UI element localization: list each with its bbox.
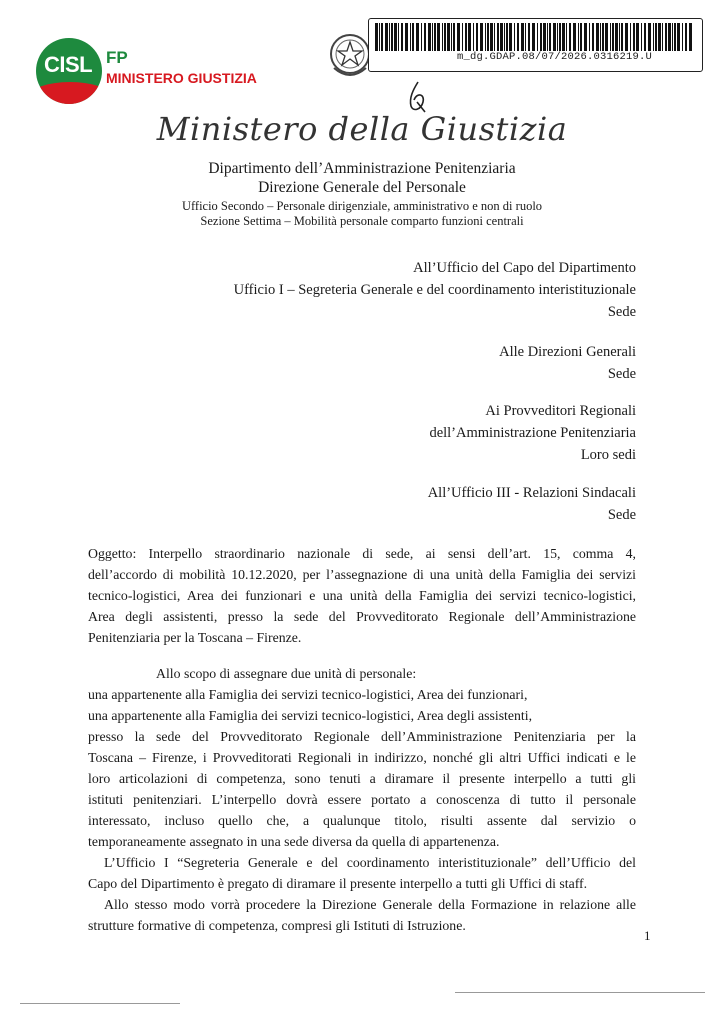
recipient-line: Sede bbox=[607, 366, 636, 382]
handwritten-initials-icon bbox=[405, 80, 431, 114]
logo-ministry-text: MINISTERO GIUSTIZIA bbox=[106, 70, 257, 86]
subject-line: dell’accordo di mobilità 10.12.2020, per l’assegnazione di una unità della Famiglia dei servizi bbox=[88, 567, 636, 582]
body-line: loro articolazioni di competenza, sono tenuti a diramare il presente interpello a tutti gli bbox=[88, 771, 636, 786]
subject-line: Penitenziaria per la Toscana – Firenze. bbox=[88, 630, 302, 645]
subject-line: tecnico-logistici, Area dei funzionari e una unità della Famiglia dei servizi tecnico-logistici, bbox=[88, 588, 636, 603]
body-line: una appartenente alla Famiglia dei servizi tecnico-logistici, Area dei funzionari, bbox=[88, 687, 528, 702]
recipient-line: All’Ufficio del Capo del Dipartimento bbox=[413, 260, 636, 276]
section-name: Sezione Settima – Mobilità personale comparto funzioni centrali bbox=[200, 214, 524, 228]
body-line: Allo scopo di assegnare due unità di personale: bbox=[156, 666, 417, 681]
recipient-line: Ufficio I – Segreteria Generale e del coordinamento interistituzionale bbox=[233, 282, 636, 298]
recipient-line: Sede bbox=[607, 507, 636, 523]
cisl-logo-mark bbox=[36, 38, 102, 104]
page-number: 1 bbox=[644, 928, 651, 943]
republic-emblem-icon bbox=[326, 30, 374, 82]
ministry-title: Ministero della Giustizia bbox=[156, 110, 568, 148]
body-line: istituti penitenziari. L’interpello dovrà essere portato a conoscenza di tutto il personale bbox=[88, 792, 636, 807]
recipient-line: Ai Provveditori Regionali bbox=[485, 403, 636, 419]
body-line: una appartenente alla Famiglia dei servizi tecnico-logistici, Area degli assistenti, bbox=[88, 708, 533, 723]
logo-circle-text: CISL bbox=[44, 52, 93, 77]
body-line: temporaneamente assegnato in una sede diversa da quella di appartenenza. bbox=[88, 834, 500, 849]
body-line: Toscana – Firenze, i Provveditorati Regionali in indirizzo, nonché gli altri Uffici indicati e le bbox=[88, 750, 636, 765]
recipient-line: Sede bbox=[607, 304, 636, 320]
recipient-line: Alle Direzioni Generali bbox=[499, 344, 636, 360]
protocol-code: m_dg.GDAP.08/07/2026.0316219.U bbox=[457, 51, 653, 63]
direction-name: Direzione Generale del Personale bbox=[258, 179, 466, 196]
cisl-fp-logo bbox=[36, 38, 266, 108]
recipient-line: Loro sedi bbox=[580, 447, 636, 463]
barcode-icon bbox=[375, 23, 695, 51]
body-line: interessato, incluso quello che, a qualunque titolo, risulti assente dal servizio o bbox=[88, 813, 636, 828]
protocol-barcode-label bbox=[368, 18, 703, 72]
body-line: Allo stesso modo vorrà procedere la Direzione Generale della Formazione in relazione alle bbox=[104, 897, 636, 912]
department-name: Dipartimento dell’Amministrazione Penitenziaria bbox=[208, 160, 516, 177]
subject-line: Area degli assistenti, presso la sede del Provveditorato Regionale dell’Amministrazione bbox=[88, 609, 636, 624]
recipient-line: dell’Amministrazione Penitenziaria bbox=[429, 425, 636, 441]
footer-rule-left bbox=[20, 1003, 180, 1004]
logo-fp-text: FP bbox=[106, 48, 128, 67]
body-line: strutture formative di competenza, compresi gli Istituti di Istruzione. bbox=[88, 918, 466, 933]
body-line: L’Ufficio I “Segreteria Generale e del coordinamento interistituzionale” dell’Ufficio del bbox=[104, 855, 636, 870]
body-line: Capo del Dipartimento è pregato di diramare il presente interpello a tutti gli Uffici di staff. bbox=[88, 876, 588, 891]
footer-rule-right bbox=[455, 992, 705, 993]
office-name: Ufficio Secondo – Personale dirigenziale, amministrativo e non di ruolo bbox=[181, 199, 543, 213]
recipient-line: All’Ufficio III - Relazioni Sindacali bbox=[427, 485, 636, 501]
subject-line: Oggetto: Interpello straordinario nazionale di sede, ai sensi dell’art. 15, comma 4, bbox=[88, 546, 636, 561]
body-line: presso la sede del Provveditorato Regionale dell’Amministrazione Penitenziaria per la bbox=[88, 729, 636, 744]
